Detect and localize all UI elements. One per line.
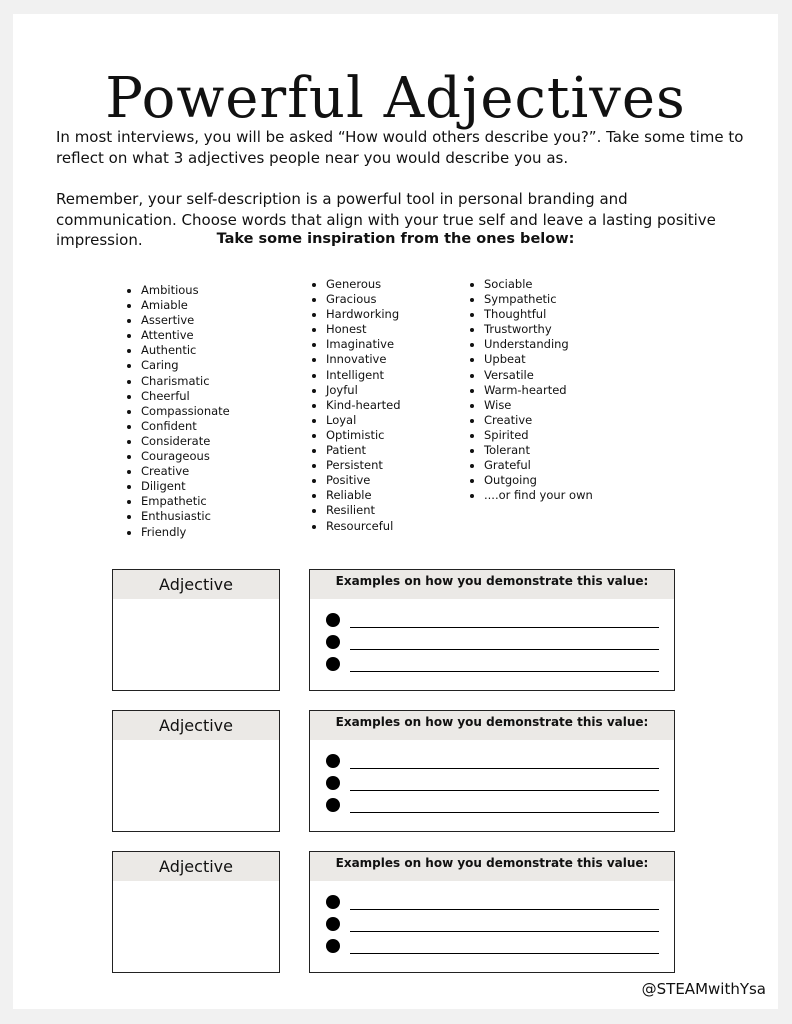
bullet-icon	[326, 776, 340, 790]
adjective-list-item: • Tolerant	[484, 443, 593, 458]
adjective-list-item: • Courageous	[141, 449, 230, 464]
examples-box[interactable]	[309, 710, 675, 832]
adjective-list-item: • Considerate	[141, 434, 230, 449]
adjective-list-item: • Hardworking	[326, 307, 401, 322]
adjective-list-item: • Loyal	[326, 413, 401, 428]
examples-label: Examples on how you demonstrate this value:	[310, 852, 674, 881]
adjective-list-item: • Resourceful	[326, 519, 401, 534]
adjective-list-item: • Diligent	[141, 479, 230, 494]
adjective-list-item: • Creative	[141, 464, 230, 479]
bullet-icon	[326, 939, 340, 953]
write-line	[350, 909, 659, 910]
adjective-list-item: • Optimistic	[326, 428, 401, 443]
example-line[interactable]	[326, 798, 659, 812]
adjective-label: Adjective	[113, 711, 279, 740]
adjective-list-item: • Enthusiastic	[141, 509, 230, 524]
bullet-icon	[326, 635, 340, 649]
example-line[interactable]	[326, 939, 659, 953]
example-line[interactable]	[326, 895, 659, 909]
adjective-label: Adjective	[113, 852, 279, 881]
adjective-list-item: • Charismatic	[141, 374, 230, 389]
adjective-list-item: • Creative	[484, 413, 593, 428]
adjective-list-item: • Spirited	[484, 428, 593, 443]
reminder-paragraph: Remember, your self-description is a powerful tool in personal branding and communication. Choose words that align with your true self and leave a lasting positive impression.	[56, 190, 716, 249]
adjective-label: Adjective	[113, 570, 279, 599]
write-line	[350, 627, 659, 628]
adjective-list-item: • Understanding	[484, 337, 593, 352]
adjective-list-item: • Confident	[141, 419, 230, 434]
bullet-icon	[326, 917, 340, 931]
adjective-list-item: • Reliable	[326, 488, 401, 503]
adjective-list-item: • Ambitious	[141, 283, 230, 298]
example-line[interactable]	[326, 776, 659, 790]
adjective-list-item: • Honest	[326, 322, 401, 337]
adjective-list-1	[126, 283, 230, 540]
adjective-list-2	[311, 277, 401, 534]
adjective-list-item: • Grateful	[484, 458, 593, 473]
adjective-list-item: • Attentive	[141, 328, 230, 343]
adjective-list-item: • Intelligent	[326, 368, 401, 383]
examples-label: Examples on how you demonstrate this value:	[310, 711, 674, 740]
adjective-box[interactable]	[112, 851, 280, 973]
example-line[interactable]	[326, 917, 659, 931]
adjective-list-item: • Gracious	[326, 292, 401, 307]
adjective-list-item: • Joyful	[326, 383, 401, 398]
adjective-list-item: • Wise	[484, 398, 593, 413]
author-handle: @STEAMwithYsa	[641, 980, 766, 998]
example-line[interactable]	[326, 657, 659, 671]
examples-label: Examples on how you demonstrate this value:	[310, 570, 674, 599]
bullet-icon	[326, 895, 340, 909]
adjective-list-item: • Innovative	[326, 352, 401, 367]
adjective-list-item: • Empathetic	[141, 494, 230, 509]
write-line	[350, 649, 659, 650]
adjective-list-item: • Sociable	[484, 277, 593, 292]
inspiration-heading: Take some inspiration from the ones below:	[216, 231, 575, 247]
adjective-list-item: • Warm-hearted	[484, 383, 593, 398]
adjective-box[interactable]	[112, 710, 280, 832]
adjective-list-item: • Compassionate	[141, 404, 230, 419]
write-line	[350, 931, 659, 932]
adjective-list-item: • Versatile	[484, 368, 593, 383]
adjective-list-item: • Positive	[326, 473, 401, 488]
write-line	[350, 953, 659, 954]
adjective-list-item: • Caring	[141, 358, 230, 373]
adjective-box[interactable]	[112, 569, 280, 691]
adjective-list-item: • Thoughtful	[484, 307, 593, 322]
adjective-list-item: • Imaginative	[326, 337, 401, 352]
adjective-list-item: • Amiable	[141, 298, 230, 313]
adjective-list-item: • Friendly	[141, 525, 230, 540]
adjective-list-item: • Outgoing	[484, 473, 593, 488]
write-line	[350, 790, 659, 791]
adjective-list-item: • Persistent	[326, 458, 401, 473]
example-line[interactable]	[326, 635, 659, 649]
adjective-list-item: • Kind-hearted	[326, 398, 401, 413]
intro-paragraph: In most interviews, you will be asked “How would others describe you?”. Take some time to reflect on what 3 adjectives people near you would describe you as.	[56, 128, 744, 167]
adjective-list-item: • Sympathetic	[484, 292, 593, 307]
worksheet-page	[13, 14, 778, 1009]
bullet-icon	[326, 613, 340, 627]
write-line	[350, 768, 659, 769]
example-line[interactable]	[326, 613, 659, 627]
adjective-list-item: • Generous	[326, 277, 401, 292]
examples-box[interactable]	[309, 569, 675, 691]
examples-box[interactable]	[309, 851, 675, 973]
adjective-list-item: • Cheerful	[141, 389, 230, 404]
adjective-list-item: • Upbeat	[484, 352, 593, 367]
example-line[interactable]	[326, 754, 659, 768]
write-line	[350, 812, 659, 813]
adjective-list-item: • Patient	[326, 443, 401, 458]
bullet-icon	[326, 798, 340, 812]
adjective-list-item: • ....or find your own	[484, 488, 593, 503]
adjective-list-3	[469, 277, 593, 503]
adjective-list-item: • Authentic	[141, 343, 230, 358]
page-title: Powerful Adjectives	[105, 66, 686, 131]
write-line	[350, 671, 659, 672]
adjective-list-item: • Trustworthy	[484, 322, 593, 337]
adjective-list-item: • Resilient	[326, 503, 401, 518]
bullet-icon	[326, 657, 340, 671]
adjective-list-item: • Assertive	[141, 313, 230, 328]
bullet-icon	[326, 754, 340, 768]
